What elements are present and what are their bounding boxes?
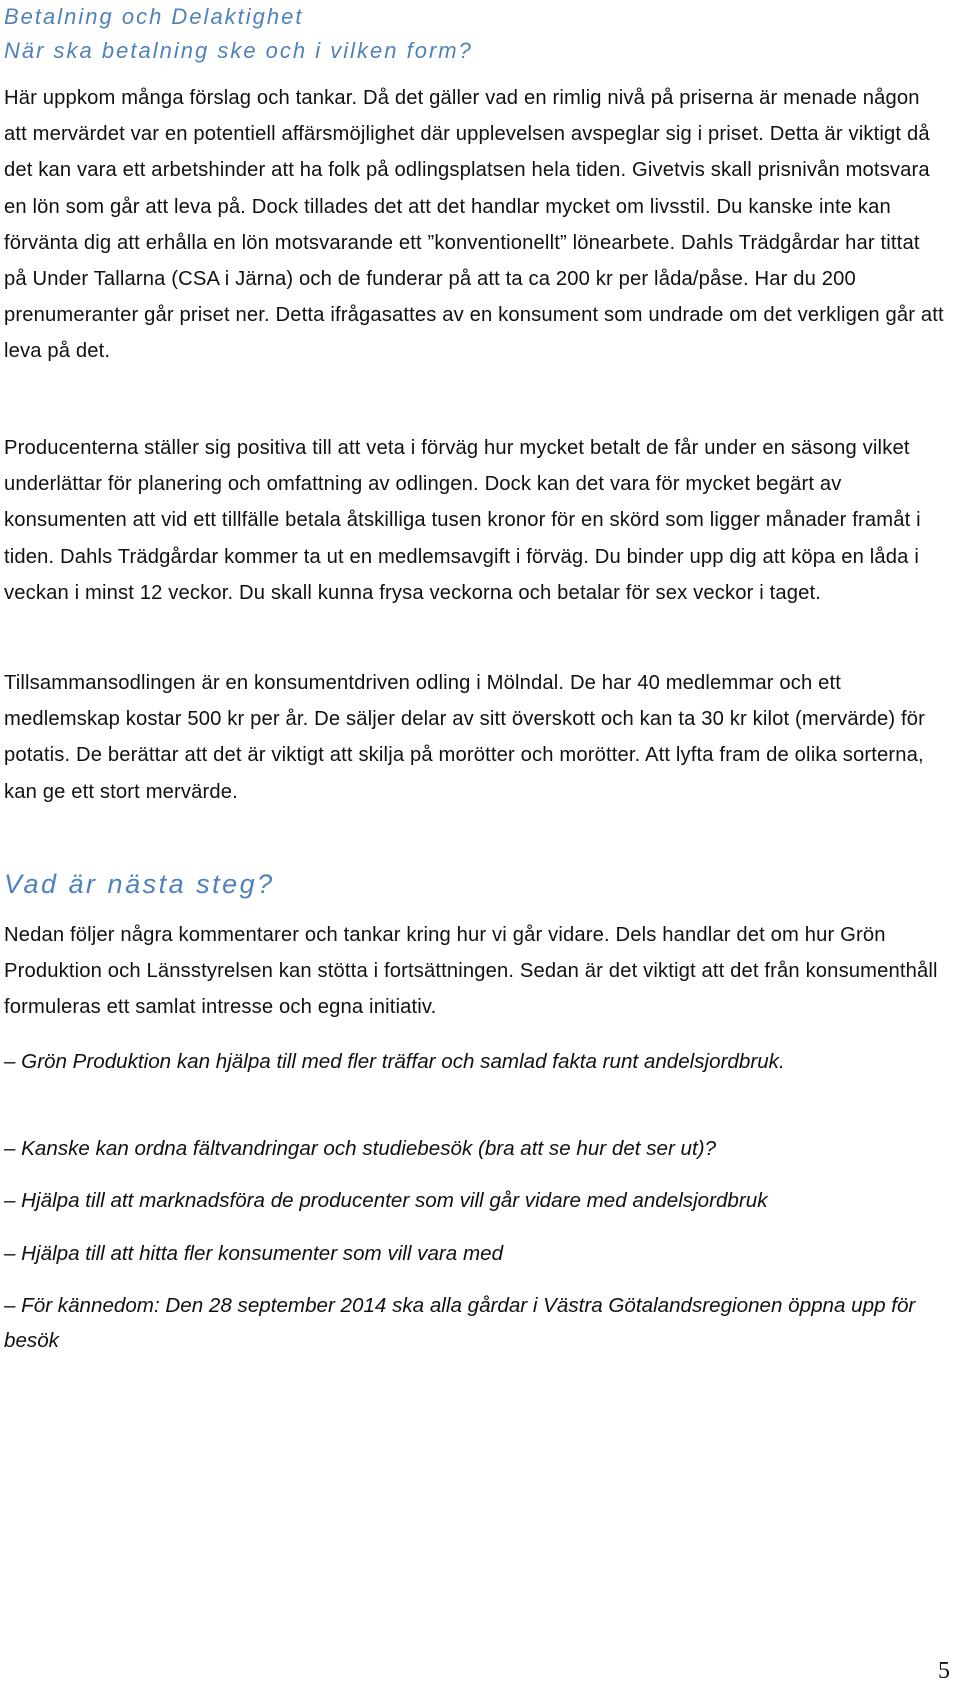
section-title-next-steps: Vad är nästa steg? (4, 869, 275, 899)
section-title-payment: Betalning och Delaktighet (4, 4, 304, 29)
list-item: – Kanske kan ordna fältvandringar och studiebesök (bra att se hur det ser ut)? (4, 1137, 717, 1160)
list-item: – Grön Produktion kan hjälpa till med fler träffar och samlad fakta runt andelsjordbruk. (4, 1050, 785, 1073)
paragraph-prices: Här uppkom många förslag och tankar. Då det gäller vad en rimlig nivå på priserna är menade någon att mervärdet var en potentiell affärsmöjlighet där upplevelsen avspeglar sig i priset. Detta är viktigt då det kan vara ett arbetshinder att ha folk på odlingsplatsen hela tiden. Givetvis skall prisnivån motsvara en lön som går att leva på. Dock tillades det att det handlar mycket om livsstil. Du kanske inte kan förvänta dig att erhålla en lön motsvarande ett ”konventionellt” lönearbete. Dahls Trädgårdar har tittat på Under Tallarna (CSA i Järna) och de funderar på att ta ca 200 kr per låda/påse. Har du 200 prenumeranter går priset ner. Detta ifrågasattes av en konsument som undrade om det verkligen går att leva på det. (4, 87, 944, 363)
paragraph-producers: Producenterna ställer sig positiva till att veta i förväg hur mycket betalt de får under en säsong vilket underlättar för planering och omfattning av odlingen. Dock kan det vara för mycket begärt av konsumenten att vid ett tillfälle betala åtskilliga tusen kronor för en skörd som ligger månader framåt i tiden. Dahls Trädgårdar kommer ta ut en medlemsavgift i förväg. Du binder upp dig att köpa en låda i veckan i minst 12 veckor. Du skall kunna frysa veckorna och betalar för sex veckor i taget. (4, 437, 921, 604)
page-number: 5 (938, 1658, 950, 1684)
list-item: – Hjälpa till att marknadsföra de producenter som vill går vidare med andelsjordbruk (4, 1189, 768, 1212)
list-item: – För kännedom: Den 28 september 2014 ska alla gårdar i Västra Götalandsregionen öppna upp för besök (4, 1294, 916, 1352)
section-subtitle-payment: När ska betalning ske och i vilken form? (4, 38, 473, 63)
list-item: – Hjälpa till att hitta fler konsumenter som vill vara med (4, 1242, 504, 1265)
paragraph-next-steps-intro: Nedan följer några kommentarer och tankar kring hur vi går vidare. Dels handlar det om hur Grön Produktion och Länsstyrelsen kan stötta i fortsättningen. Sedan är det viktigt att det från konsumenthåll formuleras ett samlat intresse och egna initiativ. (4, 924, 938, 1019)
paragraph-tillsammansodlingen: Tillsammansodlingen är en konsumentdriven odling i Mölndal. De har 40 medlemmar och ett medlemskap kostar 500 kr per år. De säljer delar av sitt överskott och kan ta 30 kr kilot (mervärde) för potatis. De berättar att det är viktigt att skilja på morötter och morötter. Att lyfta fram de olika sorterna, kan ge ett stort mervärde. (4, 672, 926, 803)
